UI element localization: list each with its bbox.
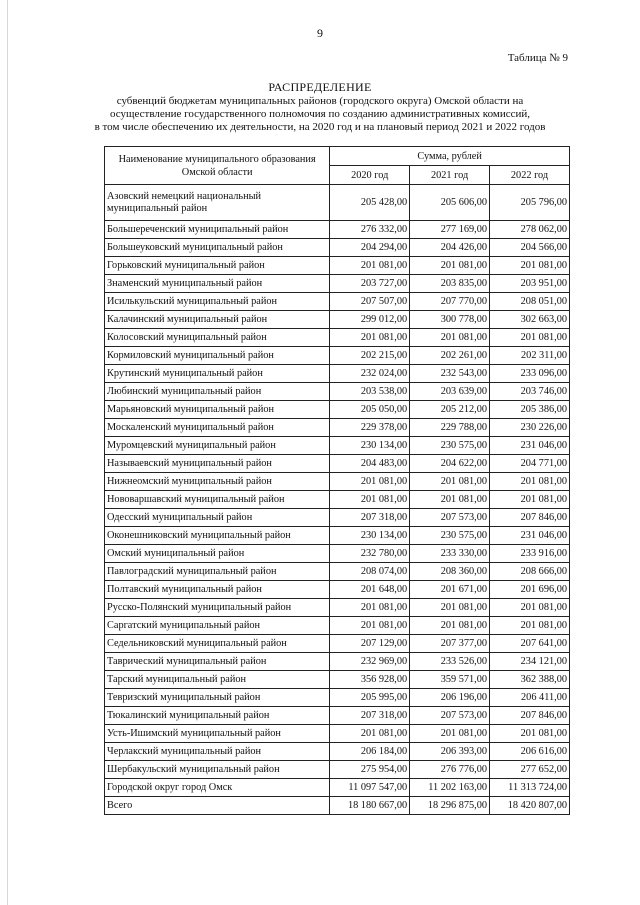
municipality-name-cell: Нововаршавский муниципальный район <box>105 491 330 509</box>
table-header <box>105 147 570 185</box>
amount-2021-cell: 229 788,00 <box>410 419 490 437</box>
amount-2022-cell: 231 046,00 <box>490 437 570 455</box>
amount-2020-cell: 299 012,00 <box>330 311 410 329</box>
amount-2021-cell: 233 526,00 <box>410 653 490 671</box>
table-row <box>105 221 570 239</box>
amount-2022-cell: 233 916,00 <box>490 545 570 563</box>
amount-2020-cell: 232 969,00 <box>330 653 410 671</box>
municipality-name-cell: Одесский муниципальный район <box>105 509 330 527</box>
amount-2020-cell: 205 428,00 <box>330 185 410 221</box>
amount-2020-cell: 201 081,00 <box>330 473 410 491</box>
municipality-name-cell: Омский муниципальный район <box>105 545 330 563</box>
amount-2022-cell: 207 846,00 <box>490 707 570 725</box>
document-title: РАСПРЕДЕЛЕНИЕ <box>268 80 372 94</box>
table-row <box>105 329 570 347</box>
amount-2020-cell: 203 538,00 <box>330 383 410 401</box>
amount-2020-cell: 207 129,00 <box>330 635 410 653</box>
amount-2021-cell: 208 360,00 <box>410 563 490 581</box>
amount-2020-cell: 207 318,00 <box>330 509 410 527</box>
amount-2021-cell: 203 639,00 <box>410 383 490 401</box>
amount-2020-cell: 232 024,00 <box>330 365 410 383</box>
amount-2022-cell: 233 096,00 <box>490 365 570 383</box>
amount-2022-cell: 201 081,00 <box>490 617 570 635</box>
amount-2020-cell: 201 081,00 <box>330 329 410 347</box>
amount-2020-cell: 204 483,00 <box>330 455 410 473</box>
table-row <box>105 779 570 797</box>
municipality-name-cell: Называевский муниципальный район <box>105 455 330 473</box>
table-row <box>105 527 570 545</box>
table-row <box>105 185 570 221</box>
amount-2021-cell: 201 081,00 <box>410 473 490 491</box>
amount-2022-cell: 201 081,00 <box>490 257 570 275</box>
amount-2020-cell: 201 081,00 <box>330 599 410 617</box>
amount-2022-cell: 277 652,00 <box>490 761 570 779</box>
amount-2021-cell: 276 776,00 <box>410 761 490 779</box>
amount-2022-cell: 208 051,00 <box>490 293 570 311</box>
amount-2020-cell: 276 332,00 <box>330 221 410 239</box>
amount-2021-cell: 230 575,00 <box>410 437 490 455</box>
amount-2021-cell: 233 330,00 <box>410 545 490 563</box>
municipality-name-cell: Москаленский муниципальный район <box>105 419 330 437</box>
amount-2020-cell: 205 050,00 <box>330 401 410 419</box>
amount-2021-cell: 207 377,00 <box>410 635 490 653</box>
amount-2020-cell: 204 294,00 <box>330 239 410 257</box>
amount-2021-cell: 359 571,00 <box>410 671 490 689</box>
municipality-name-cell: Тевризский муниципальный район <box>105 689 330 707</box>
amount-2021-cell: 201 081,00 <box>410 329 490 347</box>
municipality-name-cell: Большереченский муниципальный район <box>105 221 330 239</box>
municipality-name-cell: Нижнеомский муниципальный район <box>105 473 330 491</box>
amount-2020-cell: 207 507,00 <box>330 293 410 311</box>
table-row <box>105 671 570 689</box>
amount-2021-cell: 201 081,00 <box>410 599 490 617</box>
amount-2021-cell: 202 261,00 <box>410 347 490 365</box>
table-row <box>105 365 570 383</box>
amount-2020-cell: 203 727,00 <box>330 275 410 293</box>
amount-2022-cell: 234 121,00 <box>490 653 570 671</box>
subtitle-line: осуществление государственного полномочия по созданию административных комиссий, <box>110 108 530 120</box>
table-row <box>105 743 570 761</box>
table-body <box>105 185 570 815</box>
page-number: 9 <box>317 26 323 40</box>
header-year-2022: 2022 год <box>490 166 570 185</box>
subtitle-line: в том числе обеспечению их деятельности, на 2020 год и на плановый период 2021 и 2022 годов <box>94 121 546 133</box>
amount-2021-cell: 300 778,00 <box>410 311 490 329</box>
table-row <box>105 293 570 311</box>
amount-2022-cell: 201 081,00 <box>490 491 570 509</box>
table-row <box>105 491 570 509</box>
amount-2022-cell: 11 313 724,00 <box>490 779 570 797</box>
amount-2021-cell: 207 770,00 <box>410 293 490 311</box>
table-row <box>105 635 570 653</box>
table-row <box>105 473 570 491</box>
table-row <box>105 761 570 779</box>
amount-2022-cell: 201 696,00 <box>490 581 570 599</box>
amount-2022-cell: 207 641,00 <box>490 635 570 653</box>
amount-2020-cell: 201 081,00 <box>330 257 410 275</box>
amount-2021-cell: 277 169,00 <box>410 221 490 239</box>
table-row <box>105 239 570 257</box>
municipality-name-cell: Павлоградский муниципальный район <box>105 563 330 581</box>
amount-2022-cell: 201 081,00 <box>490 329 570 347</box>
amount-2022-cell: 202 311,00 <box>490 347 570 365</box>
amount-2020-cell: 207 318,00 <box>330 707 410 725</box>
amount-2022-cell: 201 081,00 <box>490 473 570 491</box>
amount-2020-cell: 230 134,00 <box>330 437 410 455</box>
amount-2022-cell: 207 846,00 <box>490 509 570 527</box>
table-row <box>105 653 570 671</box>
municipality-name-cell: Саргатский муниципальный район <box>105 617 330 635</box>
table-row <box>105 689 570 707</box>
amount-2022-cell: 203 746,00 <box>490 383 570 401</box>
table-row <box>105 599 570 617</box>
municipality-name-cell: Азовский немецкий национальный муниципальный район <box>105 185 330 221</box>
municipality-name-cell: Шербакульский муниципальный район <box>105 761 330 779</box>
amount-2022-cell: 231 046,00 <box>490 527 570 545</box>
amount-2022-cell: 278 062,00 <box>490 221 570 239</box>
amount-2021-cell: 205 606,00 <box>410 185 490 221</box>
amount-2020-cell: 201 081,00 <box>330 491 410 509</box>
amount-2022-cell: 206 616,00 <box>490 743 570 761</box>
table-row <box>105 581 570 599</box>
header-year-2021: 2021 год <box>410 166 490 185</box>
amount-2020-cell: 18 180 667,00 <box>330 797 410 815</box>
municipality-name-cell: Городской округ город Омск <box>105 779 330 797</box>
municipality-name-cell: Калачинский муниципальный район <box>105 311 330 329</box>
table-row <box>105 275 570 293</box>
amount-2022-cell: 204 566,00 <box>490 239 570 257</box>
table-row <box>105 383 570 401</box>
amount-2021-cell: 11 202 163,00 <box>410 779 490 797</box>
municipality-name-cell: Усть-Ишимский муниципальный район <box>105 725 330 743</box>
municipality-name-cell: Кормиловский муниципальный район <box>105 347 330 365</box>
amount-2022-cell: 18 420 807,00 <box>490 797 570 815</box>
municipality-name-cell: Таврический муниципальный район <box>105 653 330 671</box>
amount-2021-cell: 201 081,00 <box>410 725 490 743</box>
table-row <box>105 545 570 563</box>
amount-2021-cell: 18 296 875,00 <box>410 797 490 815</box>
amount-2020-cell: 275 954,00 <box>330 761 410 779</box>
amount-2021-cell: 230 575,00 <box>410 527 490 545</box>
table-row <box>105 725 570 743</box>
amount-2021-cell: 201 081,00 <box>410 491 490 509</box>
document-heading <box>0 80 640 134</box>
table-row <box>105 617 570 635</box>
municipality-name-cell: Крутинский муниципальный район <box>105 365 330 383</box>
amount-2021-cell: 232 543,00 <box>410 365 490 383</box>
amount-2022-cell: 203 951,00 <box>490 275 570 293</box>
amount-2022-cell: 206 411,00 <box>490 689 570 707</box>
table-row <box>105 707 570 725</box>
amount-2021-cell: 207 573,00 <box>410 509 490 527</box>
municipality-name-cell: Оконешниковский муниципальный район <box>105 527 330 545</box>
amount-2020-cell: 232 780,00 <box>330 545 410 563</box>
table-row <box>105 257 570 275</box>
municipality-name-cell: Большеуковский муниципальный район <box>105 239 330 257</box>
amount-2021-cell: 204 622,00 <box>410 455 490 473</box>
table-row <box>105 311 570 329</box>
amount-2020-cell: 201 081,00 <box>330 617 410 635</box>
table-row <box>105 401 570 419</box>
amount-2022-cell: 204 771,00 <box>490 455 570 473</box>
amount-2020-cell: 208 074,00 <box>330 563 410 581</box>
amount-2021-cell: 206 196,00 <box>410 689 490 707</box>
amount-2022-cell: 302 663,00 <box>490 311 570 329</box>
amount-2022-cell: 205 386,00 <box>490 401 570 419</box>
municipality-name-cell: Муромцевский муниципальный район <box>105 437 330 455</box>
table-row <box>105 347 570 365</box>
municipality-name-cell: Марьяновский муниципальный район <box>105 401 330 419</box>
amount-2021-cell: 201 081,00 <box>410 257 490 275</box>
subtitle-line: субвенций бюджетам муниципальных районов (городского округа) Омской области на <box>116 95 524 107</box>
municipality-name-cell: Всего <box>105 797 330 815</box>
municipality-name-cell: Исилькульский муниципальный район <box>105 293 330 311</box>
amount-2021-cell: 201 671,00 <box>410 581 490 599</box>
amount-2021-cell: 205 212,00 <box>410 401 490 419</box>
amount-2021-cell: 206 393,00 <box>410 743 490 761</box>
amount-2020-cell: 205 995,00 <box>330 689 410 707</box>
amount-2020-cell: 201 081,00 <box>330 725 410 743</box>
amount-2021-cell: 207 573,00 <box>410 707 490 725</box>
amount-2022-cell: 205 796,00 <box>490 185 570 221</box>
amount-2020-cell: 356 928,00 <box>330 671 410 689</box>
table-label: Таблица № 9 <box>507 52 568 64</box>
table-row <box>105 455 570 473</box>
amount-2022-cell: 362 388,00 <box>490 671 570 689</box>
municipality-name-cell: Черлакский муниципальный район <box>105 743 330 761</box>
header-year-2020: 2020 год <box>330 166 410 185</box>
municipality-name-cell: Знаменский муниципальный район <box>105 275 330 293</box>
table-row <box>105 563 570 581</box>
amount-2022-cell: 208 666,00 <box>490 563 570 581</box>
table-row <box>105 437 570 455</box>
amount-2020-cell: 201 648,00 <box>330 581 410 599</box>
amount-2022-cell: 230 226,00 <box>490 419 570 437</box>
scan-edge-line <box>7 0 8 905</box>
amount-2022-cell: 201 081,00 <box>490 725 570 743</box>
amount-2020-cell: 229 378,00 <box>330 419 410 437</box>
amount-2021-cell: 203 835,00 <box>410 275 490 293</box>
amount-2020-cell: 230 134,00 <box>330 527 410 545</box>
table-row <box>105 797 570 815</box>
municipality-name-cell: Тюкалинский муниципальный район <box>105 707 330 725</box>
amount-2021-cell: 204 426,00 <box>410 239 490 257</box>
municipality-name-cell: Любинский муниципальный район <box>105 383 330 401</box>
header-sum: Сумма, рублей <box>330 147 570 166</box>
municipality-name-cell: Полтавский муниципальный район <box>105 581 330 599</box>
amount-2020-cell: 206 184,00 <box>330 743 410 761</box>
table-row <box>105 509 570 527</box>
amount-2021-cell: 201 081,00 <box>410 617 490 635</box>
municipality-name-cell: Тарский муниципальный район <box>105 671 330 689</box>
municipality-name-cell: Русско-Полянский муниципальный район <box>105 599 330 617</box>
amount-2020-cell: 11 097 547,00 <box>330 779 410 797</box>
table-row <box>105 419 570 437</box>
amount-2020-cell: 202 215,00 <box>330 347 410 365</box>
distribution-table <box>104 146 570 815</box>
municipality-name-cell: Седельниковский муниципальный район <box>105 635 330 653</box>
header-municipality: Наименование муниципального образования Омской области <box>105 147 330 185</box>
municipality-name-cell: Колосовский муниципальный район <box>105 329 330 347</box>
municipality-name-cell: Горьковский муниципальный район <box>105 257 330 275</box>
amount-2022-cell: 201 081,00 <box>490 599 570 617</box>
